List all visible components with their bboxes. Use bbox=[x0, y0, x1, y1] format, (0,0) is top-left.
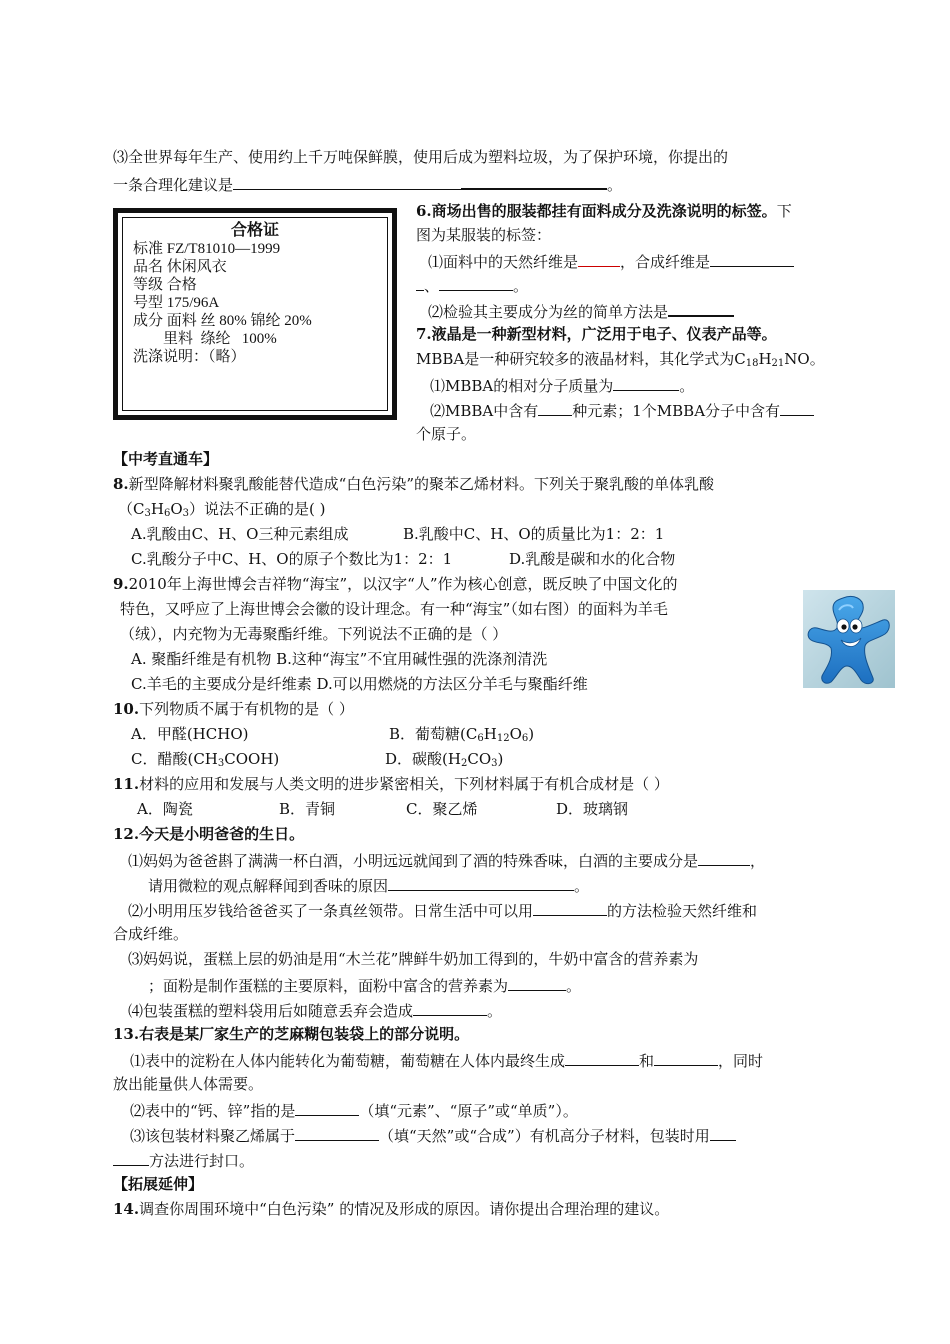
section-header: 【拓展延伸】 bbox=[113, 1175, 204, 1193]
q5-3-line1: ⑶全世界每年生产、使用约上千万吨保鲜膜，使用后成为塑料垃圾，为了保护环境，你提出的 bbox=[113, 148, 729, 166]
q8-stem-cont: $(C_3H_6O_3)$说法不正确的是( ) bbox=[118, 500, 326, 519]
q9-stem: 9.2010年上海世博会吉祥物“海宝”，以汉字“人”作为核心创意，既反映了中国文化的 bbox=[113, 575, 678, 593]
q13-title: 13.右表是某厂家生产的芝麻糊包装袋上的部分说明。 bbox=[113, 1025, 470, 1043]
answer-blank[interactable] bbox=[461, 170, 607, 190]
answer-blank[interactable] bbox=[565, 1047, 639, 1066]
q11-option-c[interactable]: C．聚乙烯 bbox=[406, 800, 478, 818]
answer-blank[interactable] bbox=[508, 972, 566, 991]
q9-stem-line2: 特色，又呼应了上海世博会会徽的设计理念。有一种“海宝”（如右图）的面料为羊毛 bbox=[120, 600, 668, 618]
q8-option-c[interactable]: C.乳酸分子中C、H、O的原子个数比为1：2：1 bbox=[131, 550, 453, 568]
q12-part3-cont: ；面粉是制作蛋糕的主要原料，面粉中富含的营养素为 。 bbox=[148, 972, 581, 999]
answer-blank[interactable] bbox=[698, 847, 750, 866]
q10-option-a[interactable]: A．甲醛(HCHO) bbox=[131, 725, 249, 743]
certificate-row: 号型 175/96A bbox=[133, 295, 220, 311]
answer-blank[interactable] bbox=[538, 397, 572, 416]
haibao-mascot-icon bbox=[803, 590, 895, 688]
q12-part2-cont: 合成纤维。 bbox=[113, 925, 189, 943]
answer-blank[interactable] bbox=[413, 997, 487, 1016]
q11-option-a[interactable]: A．陶瓷 bbox=[137, 800, 193, 818]
q6-title: 6.商场出售的服装都挂有面料成分及洗涤说明的标签。下 bbox=[416, 202, 792, 220]
q13-part3: ⑶该包装材料聚乙烯属于 （填“天然”或“合成”）有机高分子材料，包装时用 bbox=[130, 1122, 736, 1149]
certificate-row: 等级 合格 bbox=[133, 277, 197, 293]
q11-option-d[interactable]: D．玻璃钢 bbox=[556, 800, 629, 818]
certificate-row: 成分 面料 丝 80% 锦纶 20% bbox=[133, 313, 312, 329]
q7-title: 7.液晶是一种新型材料，广泛用于电子、仪表产品等。 bbox=[416, 325, 777, 343]
answer-blank[interactable] bbox=[578, 248, 620, 267]
q13-part2: ⑵表中的“钙、锌”指的是 （填“元素”、“原子”或“单质”）。 bbox=[130, 1097, 578, 1124]
q12-part1: ⑴妈妈为爸爸斟了满满一杯白酒，小明远远就闻到了酒的特殊香味，白酒的主要成分是 ， bbox=[128, 847, 765, 874]
answer-blank[interactable] bbox=[613, 372, 679, 391]
q8-stem: 8.新型降解材料聚乳酸能替代造成“白色污染”的聚苯乙烯材料。下列关于聚乳酸的单体乳酸 bbox=[113, 475, 715, 493]
certificate-row: 品名 休闲风衣 bbox=[133, 259, 227, 275]
q10-option-c[interactable]: C．醋酸$(CH_3COOH)$ bbox=[131, 750, 280, 769]
q6-part1-cont: 、 。 bbox=[416, 272, 528, 299]
certificate-row: 里料 绦纶 100% bbox=[133, 331, 277, 347]
q13-part3-cont: 方法进行封口。 bbox=[113, 1147, 254, 1174]
answer-blank[interactable] bbox=[439, 272, 513, 291]
answer-blank[interactable] bbox=[533, 897, 607, 916]
answer-blank[interactable] bbox=[295, 1122, 379, 1141]
q12-title: 12.今天是小明爸爸的生日。 bbox=[113, 825, 305, 843]
q8-option-d[interactable]: D.乳酸是碳和水的化合物 bbox=[509, 550, 676, 568]
certificate-row: 洗涤说明：（略） bbox=[133, 349, 246, 365]
q14-stem: 14.调查你周围环境中“白色污染” 的情况及形成的原因。请你提出合理治理的建议。 bbox=[113, 1200, 670, 1218]
q6-part2: ⑵检验其主要成分为丝的简单方法是 bbox=[428, 297, 734, 325]
answer-blank[interactable] bbox=[654, 1047, 718, 1066]
q13-part1-cont: 放出能量供人体需要。 bbox=[113, 1075, 264, 1093]
q12-part2: ⑵小明用压岁钱给爸爸买了一条真丝领带。日常生活中可以用 的方法检验天然纤维和 bbox=[128, 897, 757, 924]
answer-blank[interactable] bbox=[668, 297, 734, 317]
q7-part2-cont: 个原子。 bbox=[416, 425, 477, 443]
answer-blank[interactable] bbox=[113, 1147, 149, 1166]
q12-part1-cont: 请用微粒的观点解释闻到香味的原因 。 bbox=[148, 872, 589, 899]
q12-part3: ⑶妈妈说，蛋糕上层的奶油是用“木兰花”牌鲜牛奶加工得到的，牛奶中富含的营养素为 bbox=[128, 950, 699, 968]
q11-option-b[interactable]: B．青铜 bbox=[279, 800, 336, 818]
section-header: 【中考直通车】 bbox=[113, 450, 219, 468]
certificate-label bbox=[113, 208, 397, 420]
answer-blank[interactable] bbox=[710, 248, 794, 267]
answer-blank[interactable] bbox=[416, 272, 424, 291]
q7-line2: MBBA是一种研究较多的液晶材料，其化学式为$C_{18}H_{21}NO$。 bbox=[416, 350, 825, 369]
answer-blank[interactable] bbox=[710, 1122, 736, 1141]
answer-blank[interactable] bbox=[780, 397, 814, 416]
q11-stem: 11.材料的应用和发展与人类文明的进步紧密相关，下列材料属于有机合成材是（ ） bbox=[113, 775, 669, 793]
q8-option-a[interactable]: A.乳酸由C、H、O三种元素组成 bbox=[131, 525, 349, 543]
answer-blank[interactable] bbox=[388, 872, 574, 891]
q10-option-b[interactable]: B．葡萄糖$(C_6H_{12}O_6)$ bbox=[389, 725, 535, 744]
q9-options-ab[interactable]: A. 聚酯纤维是有机物 B.这种“海宝”不宜用碱性强的洗涤剂清洗 bbox=[131, 650, 548, 668]
q7-part1: ⑴MBBA的相对分子质量为 。 bbox=[430, 372, 694, 399]
answer-blank[interactable] bbox=[233, 171, 461, 190]
certificate-title: 合格证 bbox=[230, 222, 279, 239]
q10-stem: 10.下列物质不属于有机物的是（ ） bbox=[113, 700, 354, 718]
q10-option-d[interactable]: D．碳酸$(H_2CO_3)$ bbox=[385, 750, 504, 769]
q7-part2: ⑵MBBA中含有 种元素；1个MBBA分子中含有 bbox=[430, 397, 814, 424]
certificate-row: 标准 FZ/T81010—1999 bbox=[133, 241, 281, 257]
q5-3-line2: 一条合理化建议是 。 bbox=[113, 170, 622, 198]
q6-line2: 图为某服装的标签： bbox=[416, 226, 552, 244]
q12-part4: ⑷包装蛋糕的塑料袋用后如随意丢弃会造成 。 bbox=[128, 997, 502, 1024]
q8-option-b[interactable]: B.乳酸中C、H、O的质量比为1：2：1 bbox=[403, 525, 665, 543]
q13-part1: ⑴表中的淀粉在人体内能转化为葡萄糖，葡萄糖在人体内最终生成 和 ，同时 bbox=[130, 1047, 763, 1074]
q9-stem-line3: （绒），内充物为无毒聚酯纤维。下列说法不正确的是（ ） bbox=[120, 625, 508, 643]
answer-blank[interactable] bbox=[295, 1097, 359, 1116]
q9-options-cd[interactable]: C.羊毛的主要成分是纤维素 D.可以用燃烧的方法区分羊毛与聚酯纤维 bbox=[131, 675, 588, 693]
q6-part1: ⑴面料中的天然纤维是 ，合成纤维是 bbox=[428, 248, 794, 275]
